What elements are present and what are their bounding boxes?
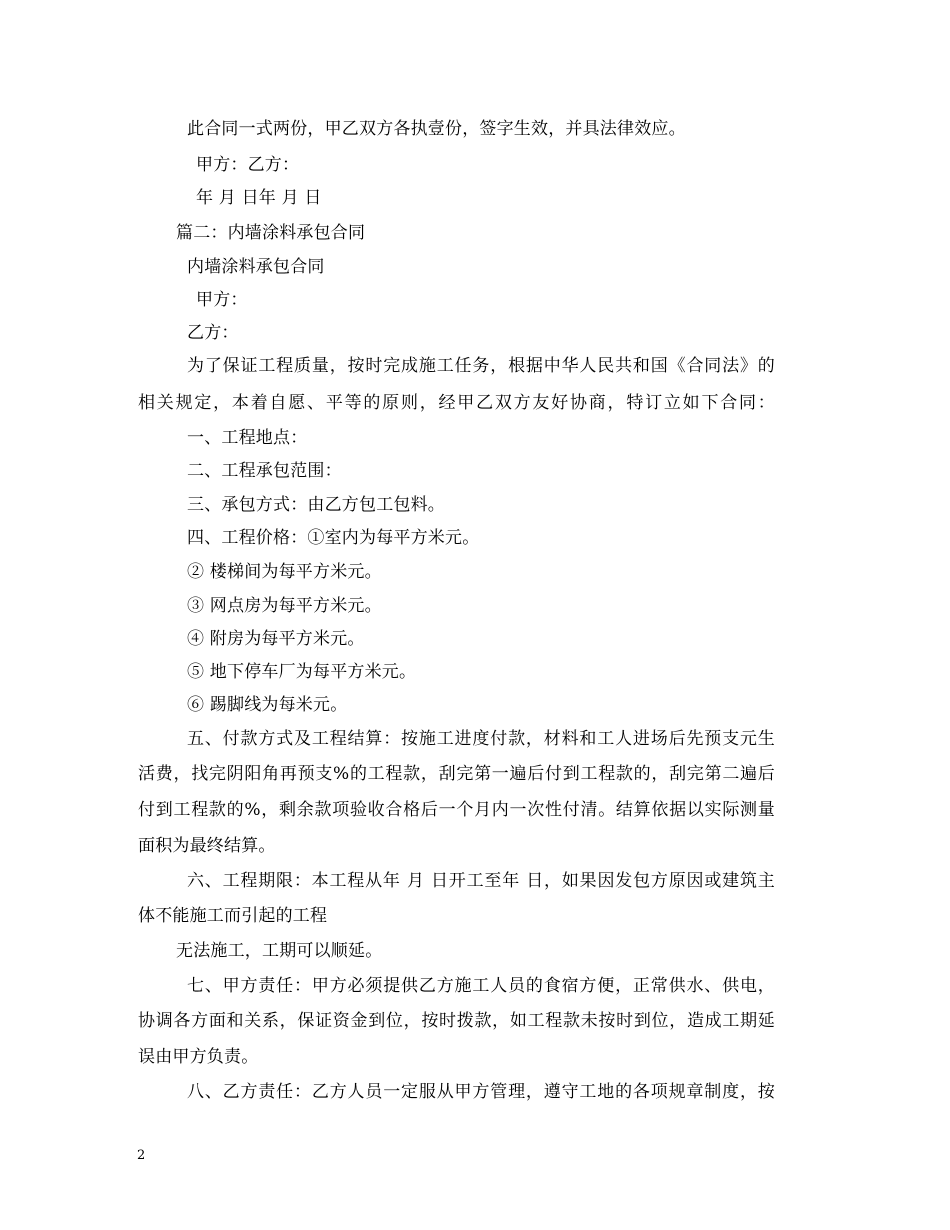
clause-6-line-2: 体不能施工而引起的工程	[138, 906, 328, 926]
clause-7-line-3: 误由甲方负责。	[138, 1047, 259, 1067]
clause-5-line-1: 五、付款方式及工程结算：按施工进度付款，材料和工人进场后先预支元生	[187, 729, 775, 749]
party-b-line: 乙方：	[187, 323, 239, 343]
clause-5-line-2: 活费，找完阴阳角再预支%的工程款，刮完第一遍后付到工程款的，刮完第二遍后	[138, 764, 775, 784]
clause-6-line-3: 无法施工，工期可以顺延。	[176, 941, 383, 961]
clause-1: 一、工程地点：	[187, 428, 308, 448]
preamble-line-1: 为了保证工程质量，按时完成施工任务，根据中华人民共和国《合同法》的	[187, 356, 775, 376]
clause-5-line-4: 面积为最终结算。	[138, 836, 276, 856]
preamble-line-2: 相关规定，本着自愿、平等的原则，经甲乙双方友好协商，特订立如下合同：	[138, 393, 775, 413]
clause-6-line-1: 六、工程期限：本工程从年 月 日开工至年 日，如果因发包方原因或建筑主	[187, 871, 775, 891]
signature-date-line: 年 月 日年 月 日	[196, 188, 322, 208]
clause-3: 三、承包方式：由乙方包工包料。	[187, 495, 445, 515]
page-number: 2	[137, 1148, 146, 1163]
price-item-2: ② 楼梯间为每平方米元。	[187, 562, 382, 582]
price-item-6: ⑥ 踢脚线为每米元。	[187, 695, 348, 715]
clause-7-line-2: 协调各方面和关系，保证资金到位，按时拨款，如工程款未按时到位，造成工期延	[138, 1011, 775, 1031]
paragraph-line: 此合同一式两份，甲乙双方各执壹份，签字生效，并具法律效应。	[187, 119, 686, 139]
clause-7-line-1: 七、甲方责任：甲方必须提供乙方施工人员的食宿方便，正常供水、供电，	[187, 976, 775, 996]
clause-8-line-1: 八、乙方责任：乙方人员一定服从甲方管理，遵守工地的各项规章制度，按	[187, 1082, 775, 1102]
price-item-3: ③ 网点房为每平方米元。	[187, 596, 382, 616]
clause-2: 二、工程承包范围：	[187, 461, 342, 481]
clause-5-line-3: 付到工程款的%，剩余款项验收合格后一个月内一次性付清。结算依据以实际测量	[138, 800, 775, 820]
price-item-5: ⑤ 地下停车厂为每平方米元。	[187, 662, 417, 682]
clause-4: 四、工程价格：①室内为每平方米元。	[187, 528, 480, 548]
contract-title: 内墙涂料承包合同	[187, 257, 325, 277]
price-item-4: ④ 附房为每平方米元。	[187, 629, 365, 649]
party-a-line: 甲方：	[196, 290, 248, 310]
section-heading: 篇二：内墙涂料承包合同	[176, 223, 366, 243]
signature-parties-line: 甲方：乙方：	[196, 155, 300, 175]
